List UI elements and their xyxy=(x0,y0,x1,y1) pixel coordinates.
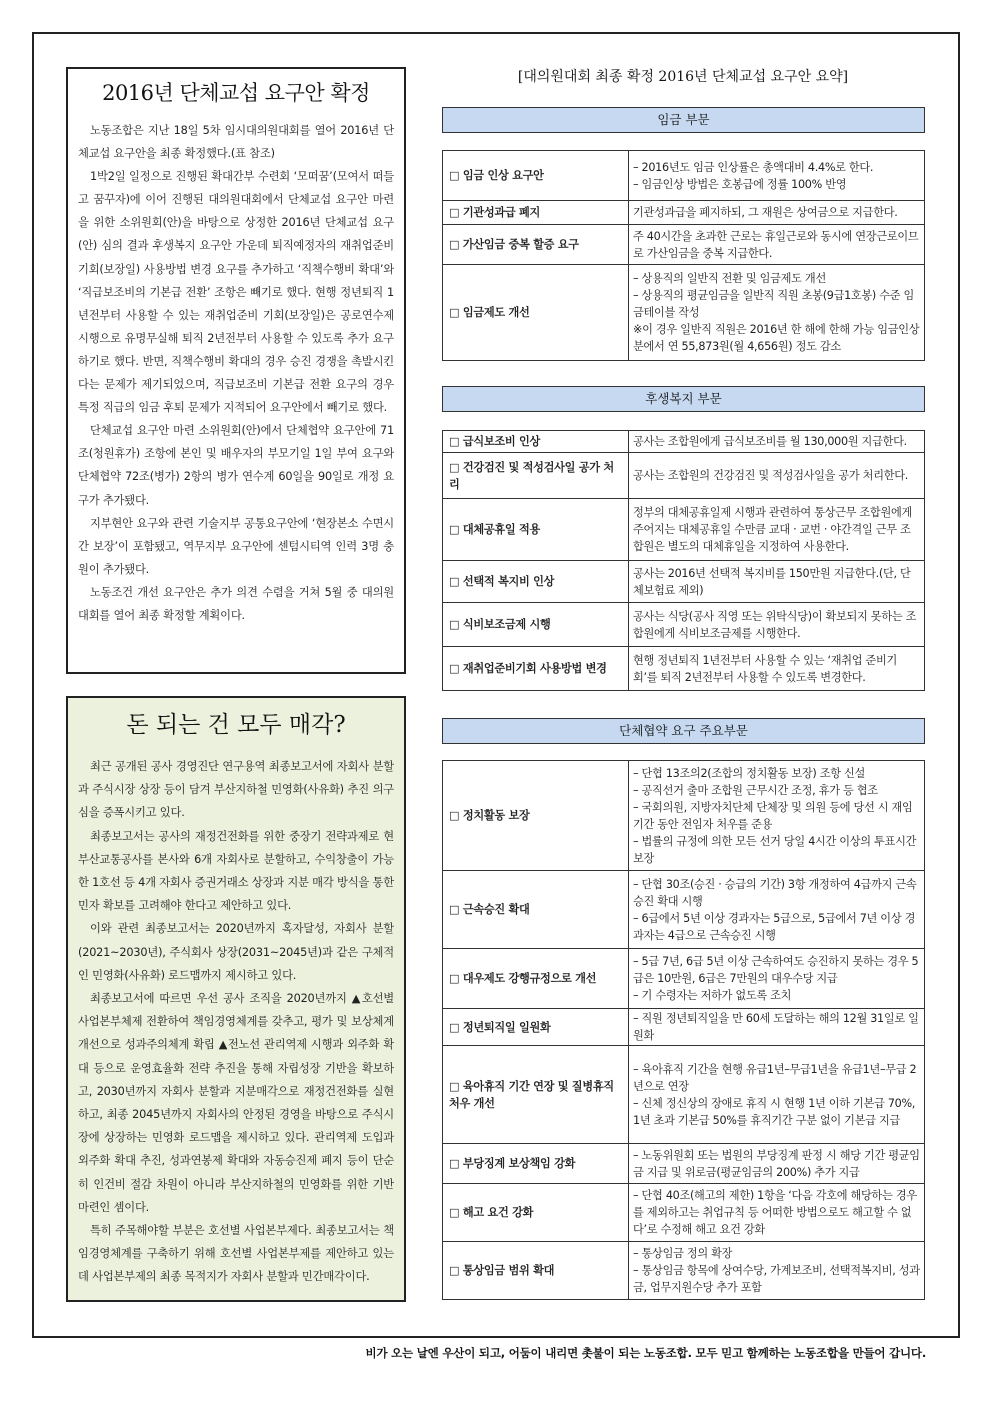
item-label: □ 통상임금 범위 확대 xyxy=(443,1242,629,1300)
item-label: □ 급식보조비 인상 xyxy=(443,431,629,453)
desc-line: – 단협 13조의2(조합의 정치활동 보장) 조항 신설 xyxy=(633,766,866,780)
item-desc xyxy=(629,499,925,561)
desc-line: – 단협 40조(해고의 제한) 1항을 ‘다음 각호에 해당하는 경우를 제외하고는 취업규칙 등 어떠한 방법으로도 해고할 수 없다’로 수정해 해고 요건 강화 xyxy=(633,1189,917,1236)
desc-line: – 신체 정신상의 장애로 휴직 시 현행 1년 이하 기본급 70%, 1년 초과 기본급 50%를 휴직기간 구분 없이 기본급 지급 xyxy=(633,1096,916,1127)
item-label: □ 정년퇴직일 일원화 xyxy=(443,1009,629,1046)
article-box-privatization xyxy=(66,696,406,1302)
welfare-table xyxy=(442,430,925,691)
table-row xyxy=(443,499,925,561)
item-label: □ 대체공휴일 적용 xyxy=(443,499,629,561)
item-label: □ 선택적 복지비 인상 xyxy=(443,561,629,603)
desc-line: – 통상임금 정의 확장 xyxy=(633,1247,733,1260)
desc-line: – 상용직의 일반직 전환 및 임금제도 개선 xyxy=(633,272,826,285)
item-desc xyxy=(629,1184,925,1242)
item-desc xyxy=(629,225,925,265)
item-desc xyxy=(629,1242,925,1300)
table-row xyxy=(443,761,925,871)
desc-line: – 통상임금 항목에 상여수당, 가계보조비, 선택적복지비, 성과금, 업무지원수당 추가 포함 xyxy=(633,1264,920,1294)
item-desc xyxy=(629,1046,925,1144)
desc-line: – 단협 30조(승진 · 승급의 기간) 3항 개정하여 4급까지 근속승진 확대 시행 xyxy=(633,877,917,908)
table-row xyxy=(443,265,925,361)
desc-line: 정부의 대체공휴일제 시행과 관련하여 통상근무 조합원에게 주어지는 대체공휴일 수만큼 교대 · 교번 · 야간격일 근무 조합원은 별도의 대체휴일을 지정하여 사용한다. xyxy=(633,506,912,553)
section-heading-wages: 임금 부문 xyxy=(442,107,925,133)
item-desc xyxy=(629,453,925,499)
article-body xyxy=(78,755,394,1289)
item-desc xyxy=(629,1144,925,1184)
item-desc xyxy=(629,201,925,225)
item-desc xyxy=(629,761,925,871)
item-desc xyxy=(629,871,925,949)
item-label: □ 해고 요건 강화 xyxy=(443,1184,629,1242)
article-title: 2016년 단체교섭 요구안 확정 xyxy=(102,81,370,105)
desc-line: – 상용직의 평균임금을 일반직 직원 초봉(9급1호봉) 수준 임금테이블 작성 xyxy=(633,289,915,319)
desc-line: 공사는 조합원의 건강검진 및 적성검사일을 공가 처리한다. xyxy=(633,469,908,482)
summary-title: [대의원대회 최종 확정 2016년 단체교섭 요구안 요약] xyxy=(517,69,849,85)
item-label: □ 건강검진 및 적성검사일 공가 처리 xyxy=(443,453,629,499)
table-row xyxy=(443,431,925,453)
footer-slogan: 비가 오는 날엔 우산이 되고, 어둠이 내리면 촛불이 되는 노동조합. 모두 믿고 함께하는 노동조합을 만들어 갑니다. xyxy=(365,1346,926,1360)
table-row xyxy=(443,201,925,225)
paragraph: 최종보고서는 공사의 재정건전화를 위한 중장기 전략과제로 현 부산교통공사를 본사와 6개 자회사로 분할하고, 수익창출이 가능한 1호선 등 4개 자회사 증권거래소 상장과 지분 매각 방식을 통한 민자 확보를 고려해야 한다고 제안하고 있다. xyxy=(78,829,394,913)
item-label: □ 식비보조금제 시행 xyxy=(443,603,629,647)
paragraph: 단체교섭 요구안 마련 소위원회(안)에서 단체협약 요구안에 71조(청원휴가) 조항에 본인 및 배우자의 부모기일 1일 부여 요구와 단체협약 72조(병가) 2항의 병가 연수계 60일을 90일로 개정 요구가 추가됐다. xyxy=(78,424,394,507)
item-desc xyxy=(629,151,925,201)
item-label: □ 부당징계 보상책임 강화 xyxy=(443,1144,629,1184)
desc-line: – 법률의 규정에 의한 모든 선거 당일 4시간 이상의 투표시간 보장 xyxy=(633,834,917,865)
table-row xyxy=(443,561,925,603)
table-row xyxy=(443,871,925,949)
table-row xyxy=(443,647,925,691)
desc-line: – 2016년도 임금 인상률은 총액대비 4.4%로 한다. xyxy=(633,160,874,174)
item-desc xyxy=(629,431,925,453)
item-desc xyxy=(629,949,925,1009)
desc-line: – 노동위원회 또는 법원의 부당징계 판정 시 해당 기간 평균임금 지급 및 위로금(평균임금의 200%) 추가 지급 xyxy=(633,1148,920,1179)
item-label: □ 육아휴직 기간 연장 및 질병휴직 처우 개선 xyxy=(443,1046,629,1144)
paragraph: 노동조건 개선 요구안은 추가 의견 수렴을 거쳐 5월 중 대의원대회를 열어 최종 확정할 계획이다. xyxy=(78,585,394,622)
desc-line: 현행 정년퇴직 1년전부터 사용할 수 있는 ‘재취업 준비기회’를 퇴직 2년전부터 사용할 수 있도록 변경한다. xyxy=(633,653,898,684)
table-row xyxy=(443,453,925,499)
desc-line: – 6급에서 5년 이상 경과자는 5급으로, 5급에서 7년 이상 경과자는 4급으로 근속승진 시행 xyxy=(633,911,916,942)
table-row xyxy=(443,151,925,201)
paragraph: 1박2일 일정으로 진행된 확대간부 수련회 ‘모떠꿈’(모여서 떠들고 꿈꾸자)에 이어 진행된 대의원대회에서 단체교섭 요구안 마련을 위한 소위원회(안)을 바탕으로 상정한 2016년 단체교섭 요구(안) 심의 결과 후생복지 요구안 가운데 퇴직예정자의 재취업준비 기회(보장일) 사용방법 변경 요구를 추가하고 ‘직책수행비 확대’와 ‘직급보조비의 기본급 전환’ 조항은 빼기로 했다. 현행 정년퇴직 1년전부터 사용할 수 있는 재취업준비 기회(보장일)은 공로연수제 시행으로 유명무실해 퇴직 2년전부터 사용할 수 있도록 추가 요구하기로 했다. 반면, 직책수행비 확대의 경우 승진 경쟁을 촉발시킨다는 문제가 제기되었으며, 직급보조비 기본급 전환 요구의 경우 특정 직급의 임금 후퇴 문제가 지적되어 요구안에서 빼기로 했다. xyxy=(78,170,394,415)
desc-line: – 육아휴직 기간을 현행 유급1년–무급1년을 유급1년–무급 2년으로 연장 xyxy=(633,1062,917,1093)
item-desc xyxy=(629,603,925,647)
paragraph: 특히 주목해야할 부분은 호선별 사업본부제다. 최종보고서는 책임경영체계를 구축하기 위해 호선별 사업본부제를 제안하고 있는데 사업본부제의 최종 목적지가 자회사 분할과 민간매각이다. xyxy=(78,1224,394,1284)
paragraph: 최종보고서에 따르면 우선 공사 조직을 2020년까지 ▲호선별 사업본부체제 전환하여 책임경영체계를 갖추고, 평가 및 보상체계 개선으로 성과주의체계 확립 ▲전노선 관리역제 시행과 외주화 확대 등으로 운영효율화 전략 추진을 통해 자립성장 기반을 확보하고, 2030년까지 자회사 분할과 지분매각으로 재정건전화를 실현하고, 최종 2045년까지 자회사의 안정된 경영을 바탕으로 주식시장에 상장하는 민영화 로드맵을 제시하고 있다. 관리역제 도입과 외주화 확대 추진, 성과연봉제 확대와 자동승진제 폐지 등이 단순히 인건비 절감 차원이 아니라 부산지하철의 민영화를 위한 기반 마련인 셈이다. xyxy=(78,992,394,1214)
item-label: □ 임금제도 개선 xyxy=(443,265,629,361)
desc-line: – 기 수령자는 저하가 없도록 조치 xyxy=(633,989,792,1002)
desc-line: – 직원 정년퇴직일을 만 60세 도달하는 해의 12월 31일로 일원화 xyxy=(633,1012,919,1042)
table-row xyxy=(443,1046,925,1144)
table-row xyxy=(443,225,925,265)
paragraph: 지부현안 요구와 관련 기술지부 공통요구안에 ‘현장본소 수면시간 보장’이 포함됐고, 역무지부 요구안에 센텀시티역 인력 3명 충원이 추가됐다. xyxy=(78,516,394,576)
item-label: □ 임금 인상 요구안 xyxy=(443,151,629,201)
desc-line: 공사는 조합원에게 급식보조비를 월 130,000원 지급한다. xyxy=(633,435,907,448)
desc-line: – 임금인상 방법은 호봉급에 정률 100% 반영 xyxy=(633,177,847,191)
wages-table xyxy=(442,150,925,361)
item-desc xyxy=(629,1009,925,1046)
item-label: □ 근속승진 확대 xyxy=(443,871,629,949)
item-desc xyxy=(629,265,925,361)
section-heading-agreement: 단체협약 요구 주요부문 xyxy=(442,718,925,744)
item-desc xyxy=(629,647,925,691)
item-label: □ 가산임금 중복 할증 요구 xyxy=(443,225,629,265)
desc-line: – 5급 7년, 6급 5년 이상 근속하여도 승진하지 못하는 경우 5급은 10만원, 6급은 7만원의 대우수당 지급 xyxy=(633,955,919,985)
paragraph: 이와 관련 최종보고서는 2020년까지 혹자달성, 자회사 분할(2021~2030년), 주식회사 상장(2031~2045년)과 같은 구체적인 민영화(사유화) 로드맵까지 제시하고 있다. xyxy=(78,922,394,982)
desc-line: 공사는 2016년 선택적 복지비를 150만원 지급한다.(단, 단체보험료 제외) xyxy=(633,566,911,597)
item-label: □ 정치활동 보장 xyxy=(443,761,629,871)
item-label: □ 대우제도 강행규정으로 개선 xyxy=(443,949,629,1009)
desc-line: 공사는 식당(공사 직영 또는 위탁식당)이 확보되지 못하는 조합원에게 식비보조금제를 시행한다. xyxy=(633,609,917,640)
desc-line: – 국회의원, 지방자치단체 단체장 및 의원 등에 당선 시 재임기간 동안 전임자 처우를 준용 xyxy=(633,800,913,831)
paragraph: 노동조합은 지난 18일 5차 임시대의원대회를 열어 2016년 단체교섭 요구안을 최종 확정했다.(표 참조) xyxy=(78,124,394,161)
table-row xyxy=(443,949,925,1009)
agreement-table xyxy=(442,760,925,1300)
article-body xyxy=(78,119,394,627)
table-row xyxy=(443,603,925,647)
paragraph: 최근 공개된 공사 경영진단 연구용역 최종보고서에 자회사 분할과 주식시장 상장 등이 담겨 부산지하철 민영화(사유화) 추진 의구심을 증폭시키고 있다. xyxy=(78,760,394,820)
desc-line: 기관성과급을 폐지하되, 그 재원은 상여금으로 지급한다. xyxy=(633,206,898,219)
desc-line: – 공직선거 출마 조합원 근무시간 조정, 휴가 등 협조 xyxy=(633,783,878,797)
table-row xyxy=(443,1242,925,1300)
item-label: □ 재취업준비기회 사용방법 변경 xyxy=(443,647,629,691)
item-label: □ 기관성과급 폐지 xyxy=(443,201,629,225)
desc-line: 주 40시간을 초과한 근로는 휴일근로와 동시에 연장근로이므로 가산임금을 중복 지급한다. xyxy=(633,229,919,260)
article-box-bargaining xyxy=(66,67,406,674)
table-row xyxy=(443,1009,925,1046)
table-row xyxy=(443,1184,925,1242)
table-row xyxy=(443,1144,925,1184)
article-title: 돈 되는 건 모두 매각? xyxy=(126,712,346,738)
desc-line: ※이 경우 일반직 직원은 2016년 한 해에 한해 가능 임금인상분에서 연 55,873원(월 4,656원) 정도 감소 xyxy=(633,323,920,353)
item-desc xyxy=(629,561,925,603)
section-heading-welfare: 후생복지 부문 xyxy=(442,386,925,412)
